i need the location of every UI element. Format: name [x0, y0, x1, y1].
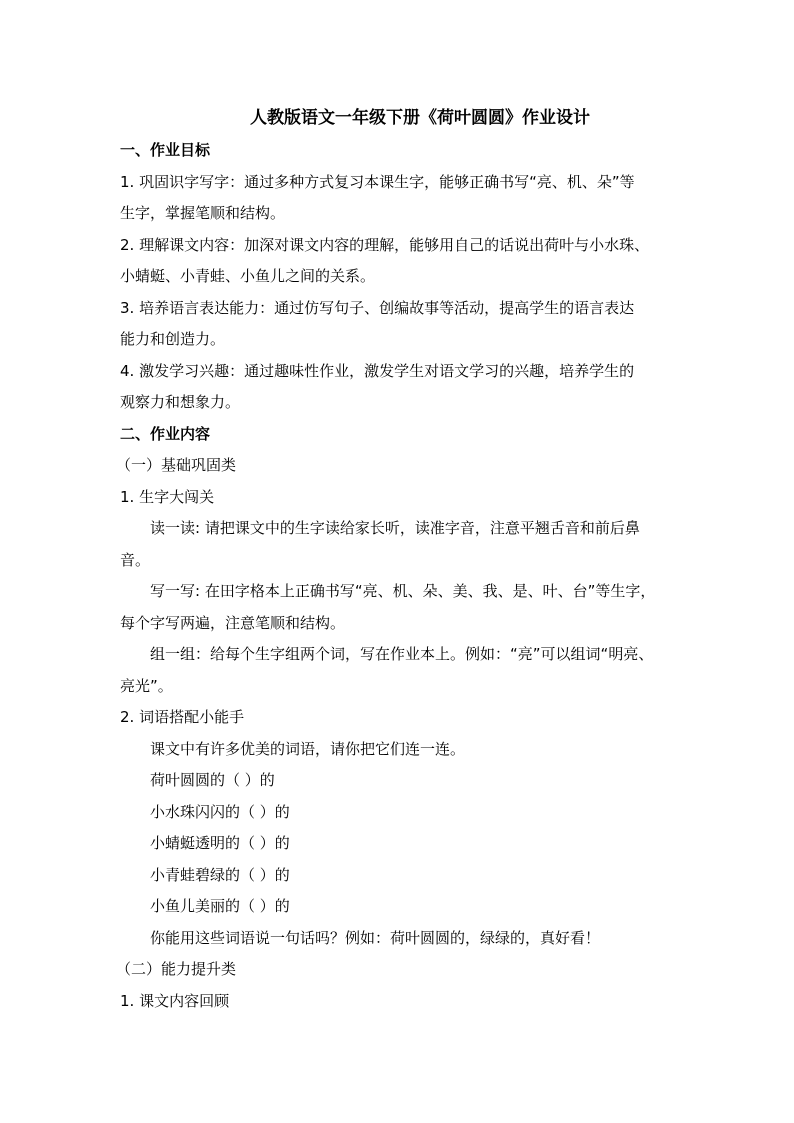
match-row: 小水珠闪闪的（ ）的	[150, 802, 290, 821]
goal-2-line-2: 小蜻蜓、小青蛙、小鱼儿之间的关系。	[120, 267, 376, 285]
read-task-line-1: 读一读: 请把课文中的生字读给家长听，读准字音，注意平翘舌音和前后鼻	[150, 519, 640, 537]
goal-3-line-1: 3. 培养语言表达能力：通过仿写句子、创编故事等活动，提高学生的语言表达	[120, 298, 635, 317]
write-task-line-1: 写一写: 在田字格本上正确书写“亮、机、朵、美、我、是、叶、台”等生字，	[150, 582, 656, 600]
sentence-prompt: 你能用这些词语说一句话吗？例如：荷叶圆圆的，绿绿的，真好看！	[150, 928, 601, 947]
read-task-line-2: 音。	[120, 550, 151, 569]
review-heading: 1. 课文内容回顾	[120, 991, 230, 1010]
match-row: 小青蛙碧绿的（ ）的	[150, 865, 290, 884]
group-task-line-1: 组一组：给每个生字组两个词，写在作业本上。例如：“亮”可以组词“明亮、	[150, 645, 654, 663]
document-page	[116, 101, 680, 1017]
match-instructions: 课文中有许多优美的词语，请你把它们连一连。	[150, 739, 466, 758]
match-row: 小鱼儿美丽的（ ）的	[150, 897, 290, 915]
goal-1-line-1: 1. 巩固识字写字：通过多种方式复习本课生字，能够正确书写“亮、机、朵”等	[120, 172, 635, 191]
goal-2-line-1: 2. 理解课文内容：加深对课文内容的理解，能够用自己的话说出荷叶与小水珠、	[120, 235, 650, 254]
match-row: 荷叶圆圆的（ ）的	[150, 771, 275, 789]
goal-4-line-2: 观察力和想象力。	[120, 393, 241, 411]
document-title: 人教版语文一年级下册《荷叶圆圆》作业设计	[250, 108, 590, 128]
group-task-line-2: 亮光”。	[120, 676, 173, 695]
goal-3-line-2: 能力和创造力。	[120, 330, 226, 348]
subsection-basic: （一）基础巩固类	[116, 456, 237, 474]
item-2-heading: 2. 词语搭配小能手	[120, 708, 245, 726]
subsection-advanced: （二）能力提升类	[116, 960, 237, 978]
goal-1-line-2: 生字，掌握笔顺和结构。	[120, 204, 286, 222]
match-row: 小蜻蜓透明的（ ）的	[150, 834, 290, 852]
goal-4-line-1: 4. 激发学习兴趣：通过趣味性作业，激发学生对语文学习的兴趣，培养学生的	[120, 361, 635, 380]
item-1-heading: 1. 生字大闯关	[120, 487, 215, 506]
section-heading-content: 二、作业内容	[120, 424, 211, 443]
write-task-line-2: 每个字写两遍，注意笔顺和结构。	[120, 613, 346, 632]
section-heading-goals: 一、作业目标	[120, 141, 211, 159]
